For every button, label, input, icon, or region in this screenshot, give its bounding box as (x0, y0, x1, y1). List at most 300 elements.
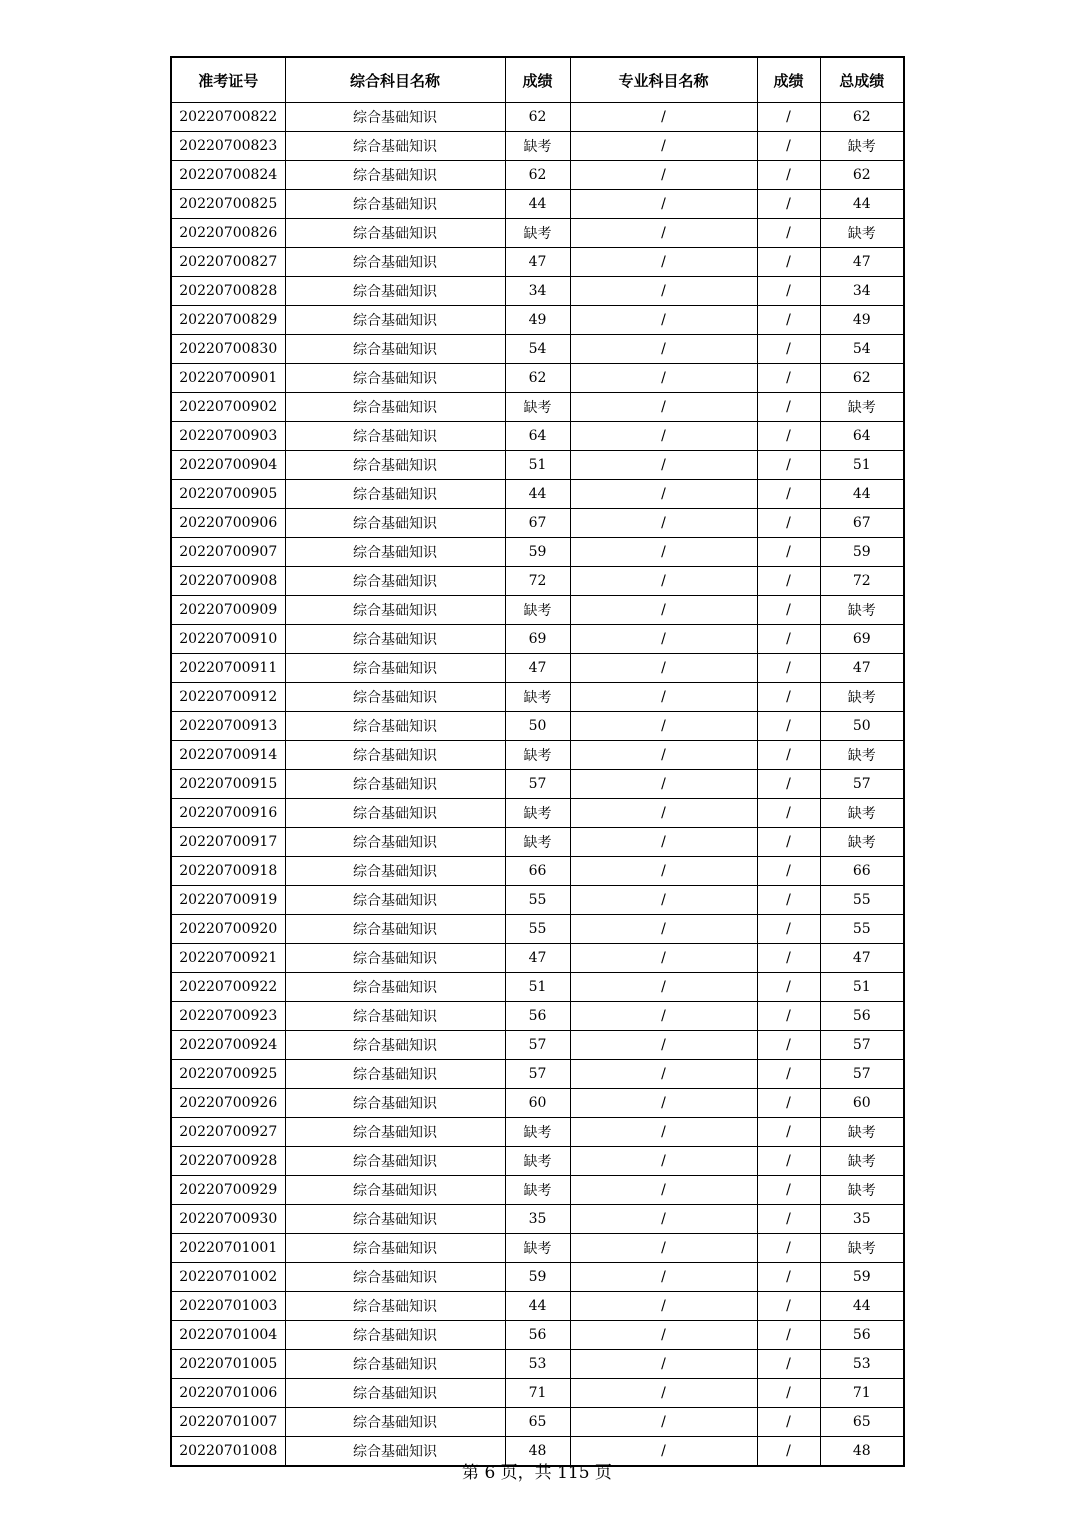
total-score-cell: 66 (820, 857, 904, 886)
major-subject-cell: / (570, 1089, 757, 1118)
exam-id-cell: 20220700918 (171, 857, 285, 886)
major-subject-cell: / (570, 103, 757, 132)
table-row (171, 770, 904, 799)
general-score-cell: 缺考 (505, 1118, 570, 1147)
major-subject-cell: / (570, 248, 757, 277)
total-score-cell: 62 (820, 103, 904, 132)
total-score-cell: 缺考 (820, 741, 904, 770)
table-row (171, 103, 904, 132)
table-row (171, 1147, 904, 1176)
header-exam-id: 准考证号 (171, 57, 285, 103)
major-score-cell: / (757, 393, 820, 422)
table-row (171, 799, 904, 828)
table-row (171, 1089, 904, 1118)
major-subject-cell: / (570, 1031, 757, 1060)
general-subject-cell: 综合基础知识 (285, 393, 505, 422)
major-subject-cell: / (570, 1437, 757, 1467)
major-subject-cell: / (570, 306, 757, 335)
total-score-cell: 48 (820, 1437, 904, 1467)
major-score-cell: / (757, 1205, 820, 1234)
general-score-cell: 34 (505, 277, 570, 306)
major-subject-cell: / (570, 1176, 757, 1205)
general-score-cell: 53 (505, 1350, 570, 1379)
total-score-cell: 缺考 (820, 1176, 904, 1205)
major-score-cell: / (757, 1263, 820, 1292)
exam-id-cell: 20220700904 (171, 451, 285, 480)
general-subject-cell: 综合基础知识 (285, 1060, 505, 1089)
major-score-cell: / (757, 1147, 820, 1176)
general-subject-cell: 综合基础知识 (285, 1408, 505, 1437)
exam-id-cell: 20220700926 (171, 1089, 285, 1118)
general-subject-cell: 综合基础知识 (285, 770, 505, 799)
header-total-score: 总成绩 (820, 57, 904, 103)
table-row (171, 683, 904, 712)
general-subject-cell: 综合基础知识 (285, 1321, 505, 1350)
general-score-cell: 47 (505, 654, 570, 683)
table-row (171, 828, 904, 857)
general-subject-cell: 综合基础知识 (285, 1263, 505, 1292)
total-score-cell: 56 (820, 1002, 904, 1031)
general-score-cell: 62 (505, 103, 570, 132)
table-row (171, 422, 904, 451)
major-subject-cell: / (570, 1379, 757, 1408)
table-row (171, 190, 904, 219)
major-score-cell: / (757, 509, 820, 538)
total-score-cell: 35 (820, 1205, 904, 1234)
general-score-cell: 55 (505, 886, 570, 915)
table-row (171, 625, 904, 654)
exam-id-cell: 20220700907 (171, 538, 285, 567)
major-subject-cell: / (570, 915, 757, 944)
general-subject-cell: 综合基础知识 (285, 480, 505, 509)
table-header-row (171, 57, 904, 103)
major-subject-cell: / (570, 857, 757, 886)
major-score-cell: / (757, 944, 820, 973)
total-score-cell: 47 (820, 944, 904, 973)
exam-id-cell: 20220700917 (171, 828, 285, 857)
total-score-cell: 56 (820, 1321, 904, 1350)
major-score-cell: / (757, 1031, 820, 1060)
major-score-cell: / (757, 451, 820, 480)
exam-id-cell: 20220700912 (171, 683, 285, 712)
major-subject-cell: / (570, 132, 757, 161)
major-score-cell: / (757, 219, 820, 248)
major-score-cell: / (757, 1408, 820, 1437)
page-footer: 第 6 页，共 115 页 (462, 1463, 612, 1483)
table-row (171, 1002, 904, 1031)
general-subject-cell: 综合基础知识 (285, 799, 505, 828)
major-subject-cell: / (570, 799, 757, 828)
general-subject-cell: 综合基础知识 (285, 277, 505, 306)
total-score-cell: 47 (820, 654, 904, 683)
major-score-cell: / (757, 1350, 820, 1379)
major-subject-cell: / (570, 1147, 757, 1176)
general-subject-cell: 综合基础知识 (285, 1350, 505, 1379)
header-major-subject: 专业科目名称 (570, 57, 757, 103)
general-score-cell: 44 (505, 190, 570, 219)
general-subject-cell: 综合基础知识 (285, 944, 505, 973)
exam-id-cell: 20220700920 (171, 915, 285, 944)
total-score-cell: 50 (820, 712, 904, 741)
total-score-cell: 缺考 (820, 828, 904, 857)
table-row (171, 1350, 904, 1379)
general-score-cell: 65 (505, 1408, 570, 1437)
total-score-cell: 65 (820, 1408, 904, 1437)
general-score-cell: 47 (505, 248, 570, 277)
general-subject-cell: 综合基础知识 (285, 306, 505, 335)
table-row (171, 132, 904, 161)
major-subject-cell: / (570, 1408, 757, 1437)
major-subject-cell: / (570, 1350, 757, 1379)
major-score-cell: / (757, 161, 820, 190)
major-score-cell: / (757, 683, 820, 712)
major-subject-cell: / (570, 538, 757, 567)
general-score-cell: 缺考 (505, 828, 570, 857)
general-score-cell: 59 (505, 1263, 570, 1292)
general-score-cell: 缺考 (505, 393, 570, 422)
major-score-cell: / (757, 190, 820, 219)
score-table (170, 56, 905, 1467)
major-subject-cell: / (570, 654, 757, 683)
general-score-cell: 51 (505, 973, 570, 1002)
table-row (171, 509, 904, 538)
table-row (171, 335, 904, 364)
table-row (171, 538, 904, 567)
total-score-cell: 62 (820, 364, 904, 393)
exam-id-cell: 20220701007 (171, 1408, 285, 1437)
table-row (171, 1176, 904, 1205)
exam-id-cell: 20220700925 (171, 1060, 285, 1089)
table-row (171, 1118, 904, 1147)
general-subject-cell: 综合基础知识 (285, 625, 505, 654)
header-general-score: 成绩 (505, 57, 570, 103)
table-row (171, 741, 904, 770)
total-score-cell: 缺考 (820, 799, 904, 828)
total-score-cell: 47 (820, 248, 904, 277)
major-subject-cell: / (570, 683, 757, 712)
major-score-cell: / (757, 103, 820, 132)
major-score-cell: / (757, 654, 820, 683)
table-row (171, 248, 904, 277)
major-score-cell: / (757, 712, 820, 741)
exam-id-cell: 20220700908 (171, 567, 285, 596)
exam-id-cell: 20220700924 (171, 1031, 285, 1060)
major-score-cell: / (757, 1089, 820, 1118)
table-body (171, 103, 904, 1467)
table-row (171, 1263, 904, 1292)
major-subject-cell: / (570, 335, 757, 364)
exam-id-cell: 20220700827 (171, 248, 285, 277)
general-score-cell: 56 (505, 1002, 570, 1031)
total-score-cell: 51 (820, 451, 904, 480)
table-row (171, 1031, 904, 1060)
total-score-cell: 缺考 (820, 1118, 904, 1147)
major-subject-cell: / (570, 451, 757, 480)
major-subject-cell: / (570, 828, 757, 857)
exam-id-cell: 20220700930 (171, 1205, 285, 1234)
table-row (171, 944, 904, 973)
general-score-cell: 35 (505, 1205, 570, 1234)
major-score-cell: / (757, 364, 820, 393)
total-score-cell: 缺考 (820, 596, 904, 625)
major-score-cell: / (757, 857, 820, 886)
general-subject-cell: 综合基础知识 (285, 190, 505, 219)
total-score-cell: 53 (820, 1350, 904, 1379)
total-score-cell: 59 (820, 538, 904, 567)
general-score-cell: 59 (505, 538, 570, 567)
general-score-cell: 69 (505, 625, 570, 654)
table-row (171, 393, 904, 422)
total-score-cell: 34 (820, 277, 904, 306)
total-score-cell: 57 (820, 770, 904, 799)
general-score-cell: 62 (505, 364, 570, 393)
major-subject-cell: / (570, 1060, 757, 1089)
general-score-cell: 71 (505, 1379, 570, 1408)
table-row (171, 1408, 904, 1437)
major-score-cell: / (757, 248, 820, 277)
exam-id-cell: 20220701001 (171, 1234, 285, 1263)
general-subject-cell: 综合基础知识 (285, 1118, 505, 1147)
table-row (171, 1205, 904, 1234)
total-score-cell: 44 (820, 480, 904, 509)
total-score-cell: 57 (820, 1060, 904, 1089)
major-score-cell: / (757, 306, 820, 335)
major-score-cell: / (757, 1118, 820, 1147)
table-row (171, 451, 904, 480)
general-score-cell: 缺考 (505, 741, 570, 770)
exam-id-cell: 20220700901 (171, 364, 285, 393)
total-score-cell: 69 (820, 625, 904, 654)
general-subject-cell: 综合基础知识 (285, 364, 505, 393)
general-subject-cell: 综合基础知识 (285, 857, 505, 886)
general-subject-cell: 综合基础知识 (285, 1147, 505, 1176)
major-score-cell: / (757, 886, 820, 915)
major-score-cell: / (757, 596, 820, 625)
general-subject-cell: 综合基础知识 (285, 132, 505, 161)
general-subject-cell: 综合基础知识 (285, 683, 505, 712)
major-score-cell: / (757, 799, 820, 828)
major-score-cell: / (757, 1060, 820, 1089)
major-score-cell: / (757, 1234, 820, 1263)
general-subject-cell: 综合基础知识 (285, 1176, 505, 1205)
general-subject-cell: 综合基础知识 (285, 161, 505, 190)
general-subject-cell: 综合基础知识 (285, 335, 505, 364)
exam-id-cell: 20220700928 (171, 1147, 285, 1176)
major-score-cell: / (757, 1176, 820, 1205)
major-score-cell: / (757, 915, 820, 944)
general-score-cell: 缺考 (505, 132, 570, 161)
major-subject-cell: / (570, 886, 757, 915)
general-subject-cell: 综合基础知识 (285, 973, 505, 1002)
general-score-cell: 缺考 (505, 596, 570, 625)
major-score-cell: / (757, 335, 820, 364)
exam-id-cell: 20220700910 (171, 625, 285, 654)
major-subject-cell: / (570, 741, 757, 770)
table-row (171, 973, 904, 1002)
exam-id-cell: 20220700906 (171, 509, 285, 538)
exam-id-cell: 20220700826 (171, 219, 285, 248)
major-score-cell: / (757, 828, 820, 857)
exam-id-cell: 20220700903 (171, 422, 285, 451)
major-subject-cell: / (570, 1263, 757, 1292)
major-subject-cell: / (570, 625, 757, 654)
total-score-cell: 缺考 (820, 1147, 904, 1176)
total-score-cell: 72 (820, 567, 904, 596)
general-score-cell: 60 (505, 1089, 570, 1118)
exam-id-cell: 20220700929 (171, 1176, 285, 1205)
header-major-score: 成绩 (757, 57, 820, 103)
general-subject-cell: 综合基础知识 (285, 451, 505, 480)
total-score-cell: 缺考 (820, 1234, 904, 1263)
exam-id-cell: 20220700919 (171, 886, 285, 915)
general-subject-cell: 综合基础知识 (285, 103, 505, 132)
major-subject-cell: / (570, 712, 757, 741)
general-score-cell: 缺考 (505, 1234, 570, 1263)
exam-id-cell: 20220700915 (171, 770, 285, 799)
table-row (171, 857, 904, 886)
table-row (171, 306, 904, 335)
table-row (171, 1321, 904, 1350)
major-subject-cell: / (570, 480, 757, 509)
exam-id-cell: 20220701003 (171, 1292, 285, 1321)
total-score-cell: 44 (820, 190, 904, 219)
general-score-cell: 缺考 (505, 799, 570, 828)
exam-id-cell: 20220700830 (171, 335, 285, 364)
total-score-cell: 59 (820, 1263, 904, 1292)
major-subject-cell: / (570, 364, 757, 393)
exam-id-cell: 20220700927 (171, 1118, 285, 1147)
general-score-cell: 47 (505, 944, 570, 973)
major-subject-cell: / (570, 393, 757, 422)
general-subject-cell: 综合基础知识 (285, 1379, 505, 1408)
exam-id-cell: 20220700923 (171, 1002, 285, 1031)
general-subject-cell: 综合基础知识 (285, 712, 505, 741)
table-row (171, 277, 904, 306)
major-score-cell: / (757, 277, 820, 306)
exam-id-cell: 20220701006 (171, 1379, 285, 1408)
general-subject-cell: 综合基础知识 (285, 654, 505, 683)
exam-id-cell: 20220700823 (171, 132, 285, 161)
general-subject-cell: 综合基础知识 (285, 1234, 505, 1263)
major-score-cell: / (757, 1321, 820, 1350)
exam-id-cell: 20220700922 (171, 973, 285, 1002)
major-score-cell: / (757, 770, 820, 799)
table-row (171, 364, 904, 393)
general-score-cell: 51 (505, 451, 570, 480)
major-subject-cell: / (570, 1002, 757, 1031)
table-row (171, 886, 904, 915)
major-subject-cell: / (570, 1205, 757, 1234)
general-score-cell: 57 (505, 1031, 570, 1060)
total-score-cell: 缺考 (820, 132, 904, 161)
exam-id-cell: 20220700829 (171, 306, 285, 335)
table-row (171, 596, 904, 625)
general-score-cell: 57 (505, 770, 570, 799)
general-subject-cell: 综合基础知识 (285, 567, 505, 596)
exam-id-cell: 20220700822 (171, 103, 285, 132)
major-score-cell: / (757, 1379, 820, 1408)
major-subject-cell: / (570, 161, 757, 190)
major-score-cell: / (757, 1437, 820, 1467)
total-score-cell: 51 (820, 973, 904, 1002)
general-subject-cell: 综合基础知识 (285, 248, 505, 277)
table-row (171, 480, 904, 509)
general-subject-cell: 综合基础知识 (285, 886, 505, 915)
general-score-cell: 64 (505, 422, 570, 451)
general-score-cell: 62 (505, 161, 570, 190)
general-subject-cell: 综合基础知识 (285, 1205, 505, 1234)
major-subject-cell: / (570, 190, 757, 219)
general-subject-cell: 综合基础知识 (285, 422, 505, 451)
general-subject-cell: 综合基础知识 (285, 915, 505, 944)
general-subject-cell: 综合基础知识 (285, 1437, 505, 1467)
general-score-cell: 67 (505, 509, 570, 538)
total-score-cell: 67 (820, 509, 904, 538)
table-row (171, 1292, 904, 1321)
major-subject-cell: / (570, 973, 757, 1002)
major-score-cell: / (757, 480, 820, 509)
total-score-cell: 缺考 (820, 393, 904, 422)
general-score-cell: 48 (505, 1437, 570, 1467)
exam-id-cell: 20220700905 (171, 480, 285, 509)
major-score-cell: / (757, 422, 820, 451)
exam-id-cell: 20220700914 (171, 741, 285, 770)
exam-id-cell: 20220701008 (171, 1437, 285, 1467)
general-score-cell: 缺考 (505, 1176, 570, 1205)
exam-id-cell: 20220700824 (171, 161, 285, 190)
table-row (171, 219, 904, 248)
general-score-cell: 56 (505, 1321, 570, 1350)
general-subject-cell: 综合基础知识 (285, 1089, 505, 1118)
major-subject-cell: / (570, 422, 757, 451)
table-row (171, 1379, 904, 1408)
table-row (171, 161, 904, 190)
total-score-cell: 57 (820, 1031, 904, 1060)
general-score-cell: 缺考 (505, 683, 570, 712)
general-score-cell: 57 (505, 1060, 570, 1089)
major-subject-cell: / (570, 596, 757, 625)
table-row (171, 1234, 904, 1263)
major-score-cell: / (757, 1292, 820, 1321)
general-score-cell: 49 (505, 306, 570, 335)
exam-id-cell: 20220700916 (171, 799, 285, 828)
total-score-cell: 54 (820, 335, 904, 364)
total-score-cell: 71 (820, 1379, 904, 1408)
general-subject-cell: 综合基础知识 (285, 828, 505, 857)
exam-id-cell: 20220700825 (171, 190, 285, 219)
major-score-cell: / (757, 132, 820, 161)
general-subject-cell: 综合基础知识 (285, 1031, 505, 1060)
major-score-cell: / (757, 973, 820, 1002)
general-subject-cell: 综合基础知识 (285, 509, 505, 538)
major-subject-cell: / (570, 1118, 757, 1147)
total-score-cell: 55 (820, 915, 904, 944)
total-score-cell: 64 (820, 422, 904, 451)
major-score-cell: / (757, 625, 820, 654)
major-subject-cell: / (570, 944, 757, 973)
general-subject-cell: 综合基础知识 (285, 538, 505, 567)
general-subject-cell: 综合基础知识 (285, 741, 505, 770)
major-subject-cell: / (570, 770, 757, 799)
general-score-cell: 66 (505, 857, 570, 886)
exam-id-cell: 20220701004 (171, 1321, 285, 1350)
exam-id-cell: 20220701002 (171, 1263, 285, 1292)
total-score-cell: 缺考 (820, 219, 904, 248)
general-subject-cell: 综合基础知识 (285, 1292, 505, 1321)
exam-id-cell: 20220700911 (171, 654, 285, 683)
table-row (171, 915, 904, 944)
major-subject-cell: / (570, 277, 757, 306)
